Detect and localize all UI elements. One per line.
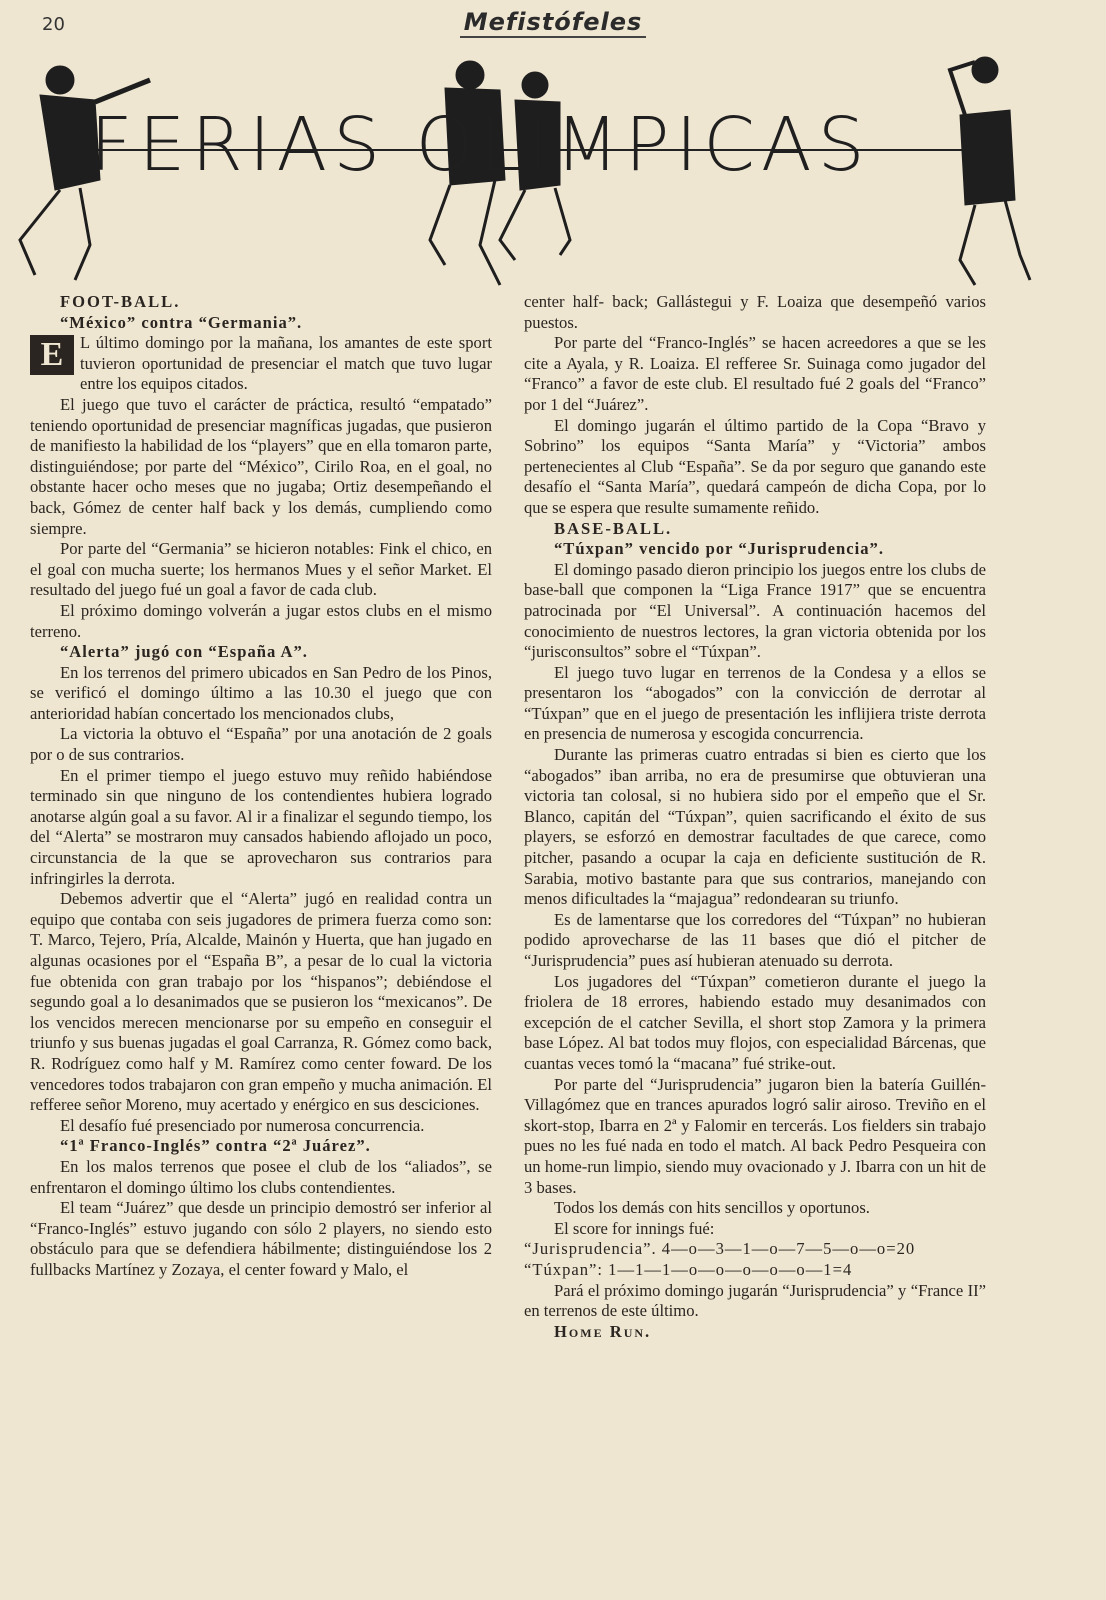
article-paragraph: Por parte del “Jurisprudencia” jugaron bien la batería Guillén-Villagómez que en trances apurados logró salir airoso. Treviño en el skort-stop, Ibarra en 2ª y Falomir en tercerás. Los fielders sin trabajo pues no les fué nada en todo el match. Al back Pedro Pesqueira con un home-run limpio, siendo muy ovacionado y J. Ibarra con un hit de 3 bases. [524, 1074, 986, 1197]
left-column [30, 292, 492, 1281]
article-paragraph: Durante las primeras cuatro entradas si bien es cierto que los “abogados” iban arriba, no era de presumirse que obtuvieran una victoria tan colosal, si no hubiera sido por el empeño que el Sr. Blanco, capitán del “Túxpan”, quien sacrificando el éxito de sus players, se esforzó en demostrar facultades de que carece, como pitcher, pasando a ocupar la caja en deficiente sustitución de R. Sarabia, motivo bastante para que sus contrarios, manejando con menos dificultades la “majagua” redondearan su triunfo. [524, 745, 986, 909]
article-paragraph: Los jugadores del “Túxpan” cometieron durante el juego la friolera de 18 errores, habiendo estado muy desanimados con excepción de el catcher Sevilla, el short stop Zamora y la primera base López. Al bat todos muy flojos, con especialidad Bárcenas, que cuantas veces tomó la “macana” fué strike-out. [524, 971, 986, 1073]
match-title-franco-juarez: “1ª Franco-Inglés” contra “2ª Juárez”. [60, 1136, 371, 1156]
article-paragraph: El próximo domingo volverán a jugar estos clubs en el mismo terreno. [30, 600, 492, 641]
article-paragraph: Por parte del “Germania” se hicieron notables: Fink el chico, en el goal con mucha suerte; los hermanos Mues y el señor Market. El resultado del juego fué un goal a favor de cada club. [30, 539, 492, 600]
article-paragraph: En los terrenos del primero ubicados en San Pedro de los Pinos, se verificó el domingo último a las 10.30 el juego que con anterioridad habían concertado los mencionados clubs, [30, 662, 492, 723]
article-paragraph: La victoria la obtuvo el “España” por una anotación de 2 goals por o de sus contrarios. [30, 724, 492, 765]
magazine-title-text: Mefistófeles [460, 8, 647, 38]
article-paragraph: Debemos advertir que el “Alerta” jugó en realidad contra un equipo que contaba con seis jugadores de primera fuerza como son: T. Marco, Tejero, Pría, Alcalde, Mainón y Huerta, que han jugado en algunas ocasiones por el “España B”, a pesar de lo cual la victoria fue obtenida con gran trabajo por los “hispanos”; debiéndose el segundo goal a lo desanimados que se pusieron los “mexicanos”. De los vencidos merecen mencionarse por su empeño en conseguir el triunfo y sus buenas jugadas el goal Carranza, R. Gómez como back, R. Rodríguez como half y M. Ramírez como center foward. De los vencedores todos trabajaron con gran empeño y mucha animación. El refferee señor Moreno, muy acertado y enérgico en sus desciciones. [30, 889, 492, 1115]
author-signature: Home Run. [554, 1321, 652, 1341]
article-paragraph: En el primer tiempo el juego estuvo muy reñido habiéndose terminado sin que ninguno de los contendientes hubiera logrado anotarse algún goal a su favor. Al ir a finalizar el segundo tiempo, los del “Alerta” se mostraron muy cansados habiendo aflojado un poco, circunstancia de la que se aprovecharon sus contrarios para infringirles la derrota. [30, 765, 492, 888]
article-paragraph: Por parte del “Franco-Inglés” se hacen acreedores a que se les cite a Ayala, y R. Loaiza. El refferee Sr. Suinaga como jugador del “Franco” a favor de este club. El resultado fué 2 goals del “Franco” por 1 del “Juárez”. [524, 333, 986, 414]
article-paragraph: Todos los demás con hits sencillos y oportunos. [554, 1198, 870, 1218]
article-paragraph: El team “Juárez” que desde un principio demostró ser inferior al “Franco-Inglés” estuvo jugando con sólo 2 players, no siendo esto obstáculo para que se defendiera hábilmente; distinguiéndose los 2 fullbacks Martínez y Zozaya, el center foward y Malo, el [30, 1198, 492, 1279]
article-paragraph: El domingo jugarán el último partido de la Copa “Bravo y Sobrino” los equipos “Santa María” y “Victoria” ambos pertenecientes al Club “España”. Se da por seguro que ganando este desafío el “Santa María”, quedará campeón de dicha Copa, por lo que se espera que resulte sumamente reñido. [524, 415, 986, 517]
magazine-title [0, 8, 1106, 36]
article-paragraph: En los malos terrenos que posee el club de los “aliados”, se enfrentaron el domingo último los clubs contendientes. [30, 1156, 492, 1197]
article-text: L último domingo por la mañana, los amantes de este sport tuvieron oportunidad de presenciar el match que tuvo lugar entre los equipos citados. [80, 333, 492, 394]
article-paragraph: Pará el próximo domingo jugarán “Jurisprudencia” y “France II” en terrenos de este último. [524, 1280, 986, 1321]
match-title-alerta-espana: “Alerta” jugó con “España A”. [60, 642, 308, 662]
page-number: 20 [42, 14, 65, 35]
right-column [524, 292, 986, 1342]
article-paragraph: El desafío fué presenciado por numerosa concurrencia. [60, 1115, 425, 1135]
score-intro: El score for innings fué: [554, 1218, 715, 1238]
banner-title: FERIAS OLIMPICAS [90, 102, 871, 188]
article-paragraph: El domingo pasado dieron principio los juegos entre los clubs de base-ball que componen la “Liga France 1917” que se encuentra patrocinada por “El Universal”. A continuación hacemos del conocimiento de nuestros lectores, la gran victoria obtenida por los “jurisconsultos” sobre el “Túxpan”. [524, 559, 986, 662]
section-title-football: FOOT-BALL. [60, 292, 181, 311]
article-paragraph: El juego tuvo lugar en terrenos de la Condesa y a ellos se presentaron los “abogados” con la convicción de derrotar al “Túxpan” que en el juego de presentación les inflijiera triste derrota en presencia de numerosa y escogida concurrencia. [524, 662, 986, 744]
article-paragraph: El juego que tuvo el carácter de práctica, resultó “empatado” teniendo oportunidad de presenciar magníficas jugadas, que pusieron de manifiesto la habilidad de los “players” que en ella tomaron parte, distinguiéndose; por parte del “México”, Cirilo Roa, en el goal, no obstante hacer ocho meses que no jugaba; Ortiz desempeñando el back, Gómez de center half back y los demás, cumpliendo como siempre. [30, 394, 492, 538]
section-title-baseball: BASE-BALL. [554, 518, 673, 538]
banner-illustration [0, 40, 1106, 295]
dropcap-letter: E [30, 335, 74, 375]
score-line-jurisprudencia: “Jurisprudencia”. 4—o—3—1—o—7—5—o—o=20 [524, 1239, 916, 1259]
match-title-mexico-germania: “México” contra “Germania”. [60, 312, 303, 332]
article-paragraph: Es de lamentarse que los corredores del “Túxpan” no hubieran podido aprovecharse de las 11 bases que dió el pitcher de “Jurisprudencia” pues así hubieran atenuado su derrota. [524, 909, 986, 970]
article-paragraph [30, 333, 492, 395]
article-paragraph: center half- back; Gallástegui y F. Loaiza que desempeñó varios puestos. [524, 292, 986, 332]
match-title-tuxpan-jurisprudencia: “Túxpan” vencido por “Jurisprudencia”. [554, 539, 884, 559]
score-line-tuxpan: “Túxpan”: 1—1—1—o—o—o—o—o—1=4 [524, 1259, 853, 1279]
